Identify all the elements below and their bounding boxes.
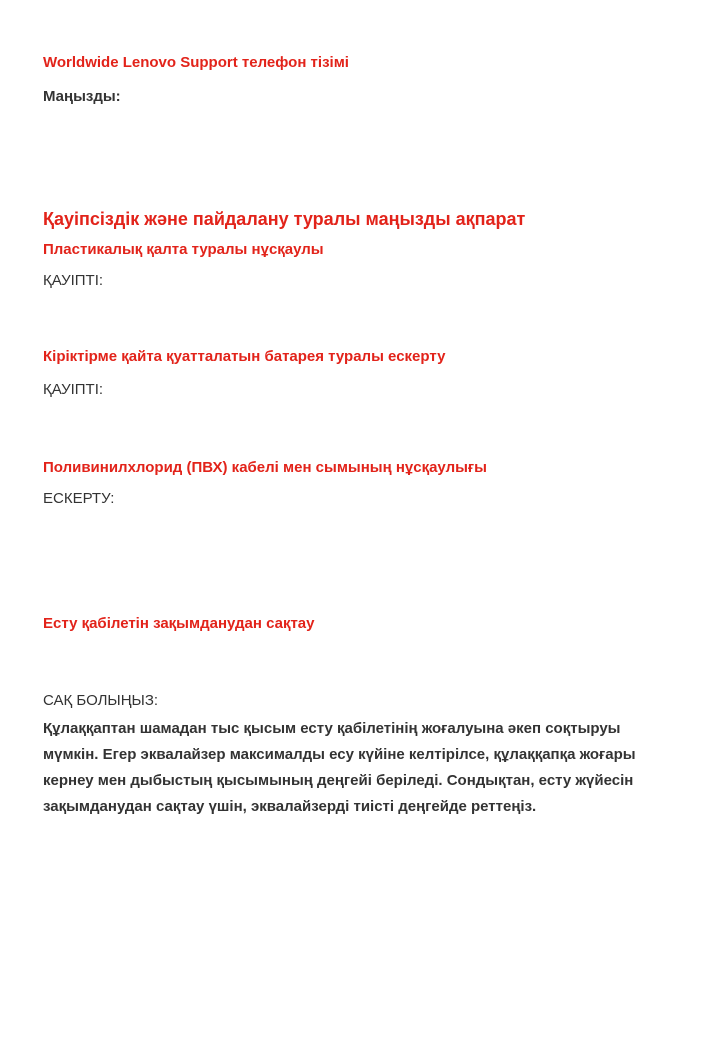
note-label: ЕСКЕРТУ: bbox=[43, 490, 115, 507]
danger-label: ҚАУІПТІ: bbox=[43, 272, 104, 289]
plastic-bag-heading: Пластикалық қалта туралы нұсқаулы bbox=[43, 241, 324, 258]
support-phone-list-heading: Worldwide Lenovo Support телефон тізімі bbox=[43, 54, 349, 71]
battery-notice-heading: Кіріктірме қайта қуатталатын батарея туралы ескерту bbox=[43, 348, 446, 365]
pvc-cable-heading: Поливинилхлорид (ПВХ) кабелі мен сымының нұсқаулығы bbox=[43, 459, 487, 476]
hearing-caution-paragraph: Құлаққаптан шамадан тыс қысым есту қабілетінің жоғалуына әкеп соқтыруы мүмкін. Егер эквалайзер максималды есу күйіне келтірілсе, құлаққапқа жоғары кернеу мен дыбыстың қысымының деңгейі беріледі. Сондықтан, есту жүйесін зақымданудан сақтау үшін, эквалайзерді тиісті деңгейде реттеңіз. bbox=[43, 720, 636, 815]
safety-info-heading: Қауіпсіздік және пайдалану туралы маңызды ақпарат bbox=[43, 209, 526, 229]
hearing-protection-heading: Есту қабілетін зақымданудан сақтау bbox=[43, 615, 315, 632]
caution-label: САҚ БОЛЫҢЫЗ: bbox=[43, 692, 159, 709]
important-label: Маңызды: bbox=[43, 88, 121, 105]
danger-label: ҚАУІПТІ: bbox=[43, 381, 104, 398]
